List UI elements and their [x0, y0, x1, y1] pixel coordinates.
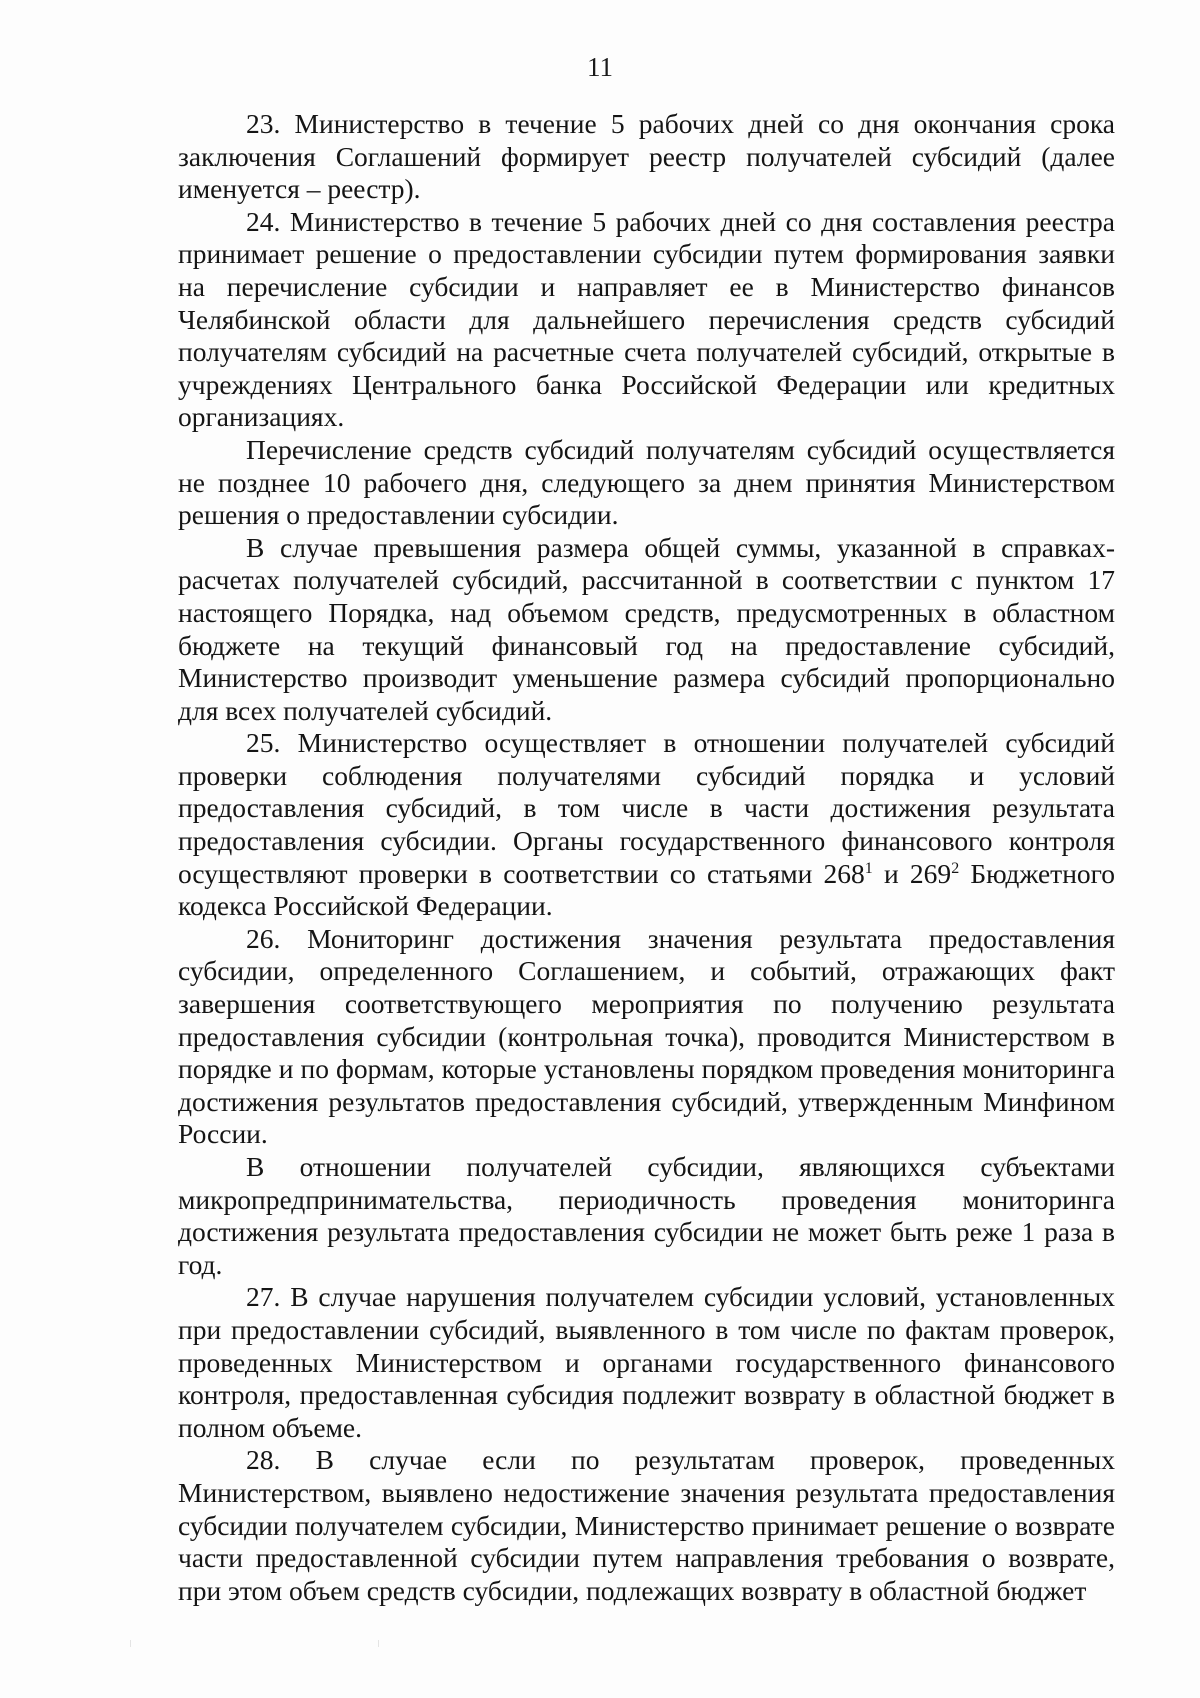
- paragraph-budget-excess: В случае превышения размера общей суммы, указанной в справках-расчетах получателей субсидий, рассчитанной в соответствии с пунктом 17 настоящего Порядка, над объемом средств, предусмотренных в областном бюджете на текущий финансовый год на предоставление субсидий, Министерство производит уменьшение размера субсидий пропорционально для всех получателей субсидий.: [178, 531, 1115, 726]
- document-body: [178, 108, 1115, 1607]
- article-269-superscript: 2: [951, 859, 960, 877]
- page-number: 11: [587, 52, 613, 82]
- scan-speck: [378, 1640, 379, 1647]
- paragraph-24: 24. Министерство в течение 5 рабочих дней со дня составления реестра принимает решение о предоставлении субсидии путем формирования заявки на перечисление субсидии и направляет ее в Министерство финансов Челябинской области для дальнейшего перечисления средств субсидий получателям субсидий на расчетные счета получателей субсидий, открытые в учреждениях Центрального банка Российской Федерации или кредитных организациях.: [178, 205, 1115, 433]
- scan-speck: [130, 1640, 131, 1647]
- paragraph-26: 26. Мониторинг достижения значения результата предоставления субсидии, определенного Соглашением, и событий, отражающих факт завершения соответствующего мероприятия по получению результата предоставления субсидии (контрольная точка), проводится Министерством в порядке и по формам, которые установлены порядком проведения мониторинга достижения результатов предоставления субсидий, утвержденным Минфином России.: [178, 922, 1115, 1150]
- paragraph-28: 28. В случае если по результатам проверок, проведенных Министерством, выявлено недостижение значения результата предоставления субсидии получателем субсидии, Министерство принимает решение о возврате части предоставленной субсидии путем направления требования о возврате, при этом объем средств субсидии, подлежащих возврату в областной бюджет: [178, 1444, 1115, 1606]
- article-268-superscript: 1: [864, 859, 873, 877]
- paragraph-23: 23. Министерство в течение 5 рабочих дней со дня окончания срока заключения Соглашений формирует реестр получателей субсидий (далее именуется – реестр).: [178, 108, 1115, 205]
- paragraph-transfer-deadline: Перечисление средств субсидий получателям субсидий осуществляется не позднее 10 рабочего дня, следующего за днем принятия Министерством решения о предоставлении субсидии.: [178, 433, 1115, 531]
- paragraph-27: 27. В случае нарушения получателем субсидии условий, установленных при предоставлении субсидий, выявленного в том числе по фактам проверок, проведенных Министерством и органами государственного финансового контроля, предоставленная субсидия подлежит возврату в областной бюджет в полном объеме.: [178, 1281, 1115, 1443]
- paragraph-monitoring-frequency: В отношении получателей субсидии, являющихся субъектами микропредпринимательства, периодичность проведения мониторинга достижения результата предоставления субсидии не может быть реже 1 раза в год.: [178, 1151, 1115, 1280]
- paragraph-25-text-before: 25. Министерство осуществляет в отношении получателей субсидий проверки соблюдения получателями субсидий порядка и условий предоставления субсидий, в том числе в части достижения результата предоставления субсидии. Органы государственного финансового контроля осуществляют проверки в соответствии со статьями 268: [178, 727, 1115, 889]
- scan-specks: [130, 1640, 430, 1650]
- paragraph-25: [178, 727, 1115, 923]
- paragraph-25-text-middle: и 269: [872, 857, 952, 889]
- paragraph-25-text-after: Бюджетного кодекса Российской Федерации.: [178, 857, 1115, 922]
